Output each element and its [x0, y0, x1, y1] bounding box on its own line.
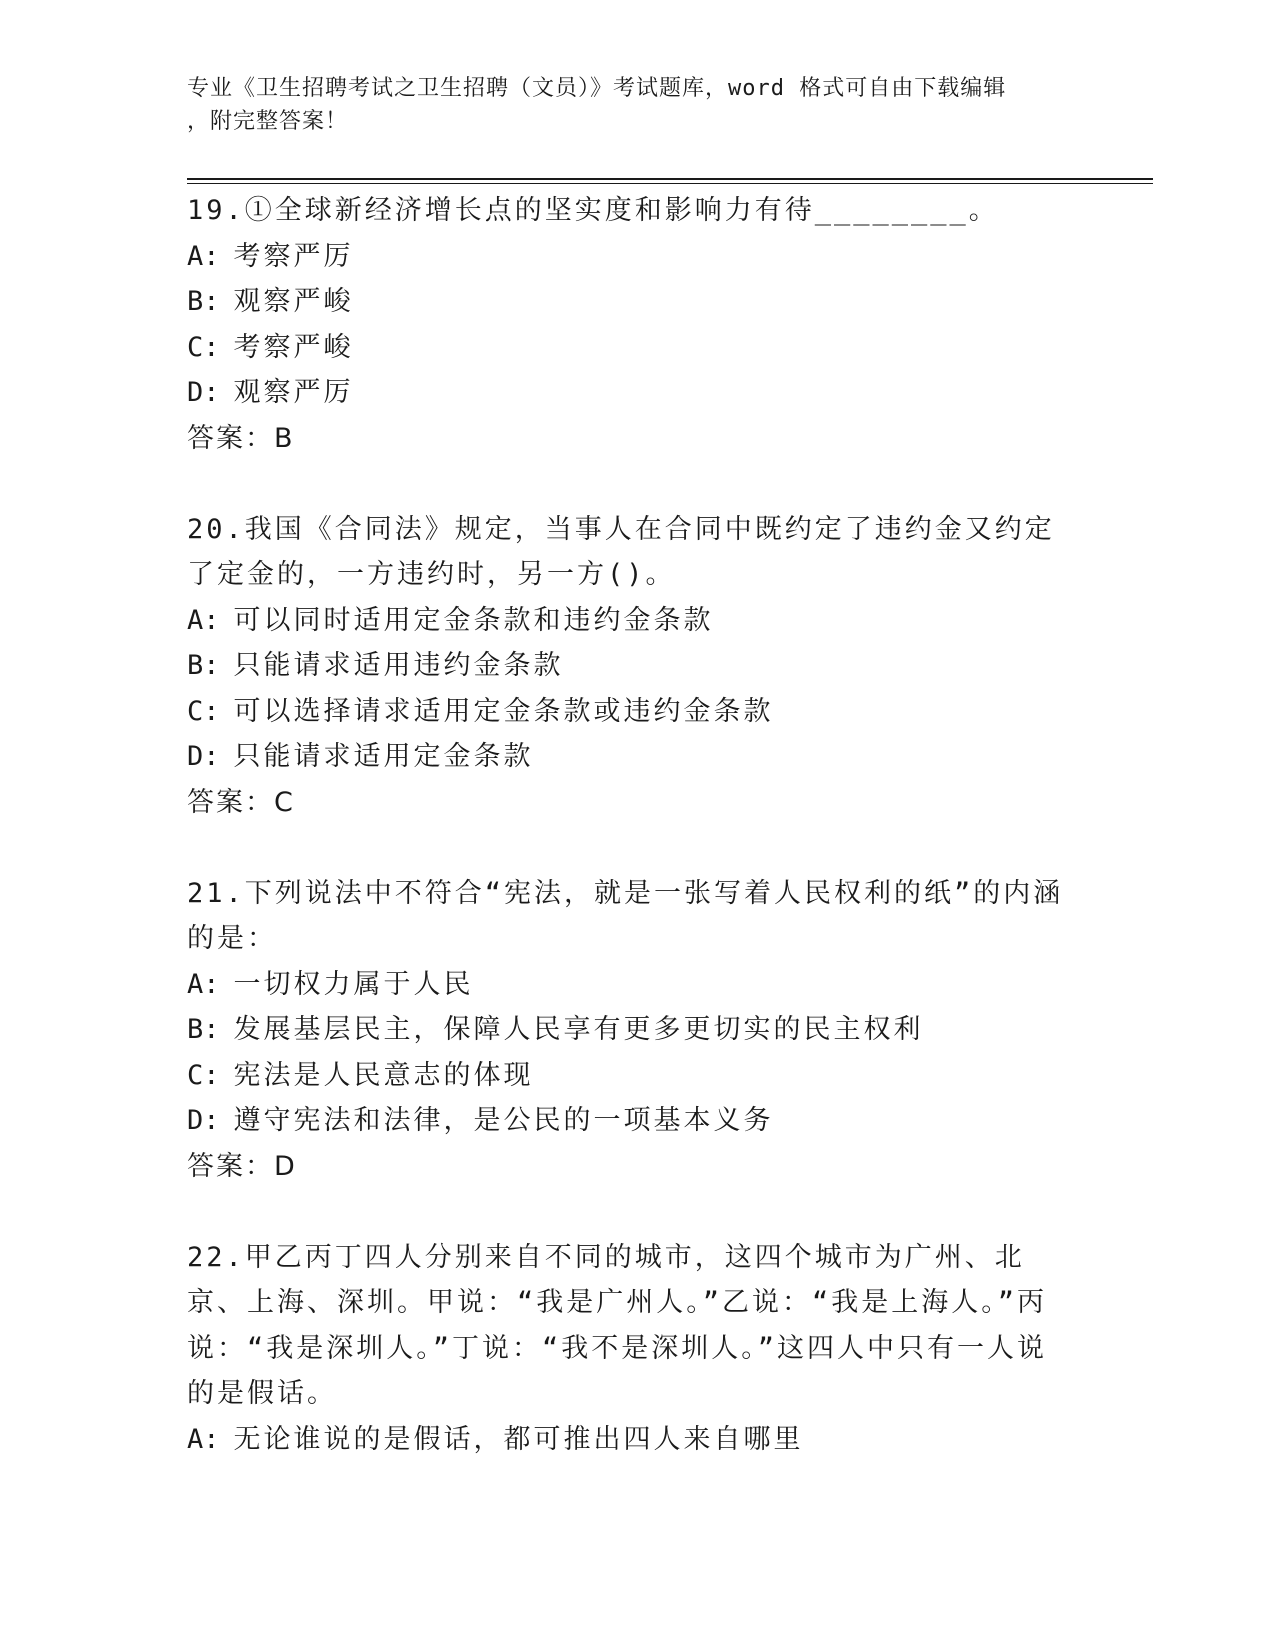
option-d — [187, 1098, 1077, 1144]
option-key: A: — [187, 968, 220, 1000]
option-text: 观察严峻 — [233, 286, 354, 317]
question-list — [187, 188, 1077, 1462]
option-key: C: — [187, 1059, 220, 1091]
header-line-2: ，附完整答案！ — [187, 109, 349, 134]
option-text: 遵守宪法和法律，是公民的一项基本义务 — [233, 1105, 774, 1136]
question-19 — [187, 188, 1077, 461]
header-divider-thin — [187, 183, 1153, 184]
option-text: 只能请求适用定金条款 — [233, 741, 534, 772]
option-c — [187, 1053, 1077, 1099]
option-text: 考察严峻 — [233, 331, 354, 363]
option-text: 考察严厉 — [233, 240, 354, 272]
question-stem: 20.我国《合同法》规定，当事人在合同中既约定了违约金又约定了定金的，一方违约时，另一方()。 — [187, 513, 1055, 590]
option-key: B: — [187, 650, 220, 681]
option-text: 发展基层民主，保障人民享有更多更切实的民主权利 — [233, 1014, 924, 1045]
option-a — [187, 598, 1077, 644]
header-divider-thick — [187, 178, 1153, 180]
answer-line: 答案：C — [187, 786, 295, 818]
question-stem: 19.①全球新经济增长点的坚实度和影响力有待________。 — [187, 195, 999, 226]
question-stem: 21.下列说法中不符合“宪法，就是一张写着人民权利的纸”的内涵的是： — [187, 877, 1064, 954]
option-d — [187, 734, 1077, 780]
answer-line: 答案：D — [187, 1150, 297, 1182]
option-d — [187, 370, 1077, 416]
question-stem: 22.甲乙丙丁四人分别来自不同的城市，这四个城市为广州、北京、上海、深圳。甲说：“我是广州人。”乙说：“我是上海人。”丙说：“我是深圳人。”丁说：“我不是深圳人。”这四人中只有一人说的是假话。 — [187, 1241, 1048, 1409]
option-key: A: — [187, 1423, 220, 1455]
option-b — [187, 1007, 1077, 1053]
option-c — [187, 325, 1077, 371]
option-text: 可以选择请求适用定金条款或违约金条款 — [233, 695, 774, 727]
header-line-1: 专业《卫生招聘考试之卫生招聘（文员）》考试题库，word 格式可自由下载编辑 — [187, 76, 1007, 101]
option-a — [187, 234, 1077, 280]
option-c — [187, 689, 1077, 735]
option-key: D: — [187, 1105, 220, 1136]
option-text: 可以同时适用定金条款和违约金条款 — [233, 604, 714, 636]
option-key: B: — [187, 1014, 220, 1045]
option-text: 一切权力属于人民 — [233, 968, 474, 1000]
option-key: A: — [187, 240, 220, 272]
option-key: D: — [187, 377, 220, 408]
document-header — [187, 72, 1087, 138]
option-text: 宪法是人民意志的体现 — [233, 1059, 534, 1091]
option-key: A: — [187, 604, 220, 636]
option-key: C: — [187, 695, 220, 727]
option-key: B: — [187, 286, 220, 317]
question-20 — [187, 507, 1077, 826]
option-key: D: — [187, 741, 220, 772]
option-b — [187, 279, 1077, 325]
question-22 — [187, 1235, 1077, 1463]
option-text: 只能请求适用违约金条款 — [233, 650, 564, 681]
option-text: 无论谁说的是假话，都可推出四人来自哪里 — [233, 1423, 804, 1455]
option-a — [187, 962, 1077, 1008]
option-key: C: — [187, 331, 220, 363]
question-21 — [187, 871, 1077, 1190]
option-text: 观察严厉 — [233, 377, 354, 408]
answer-line: 答案：B — [187, 422, 295, 454]
option-b — [187, 643, 1077, 689]
option-a — [187, 1417, 1077, 1463]
